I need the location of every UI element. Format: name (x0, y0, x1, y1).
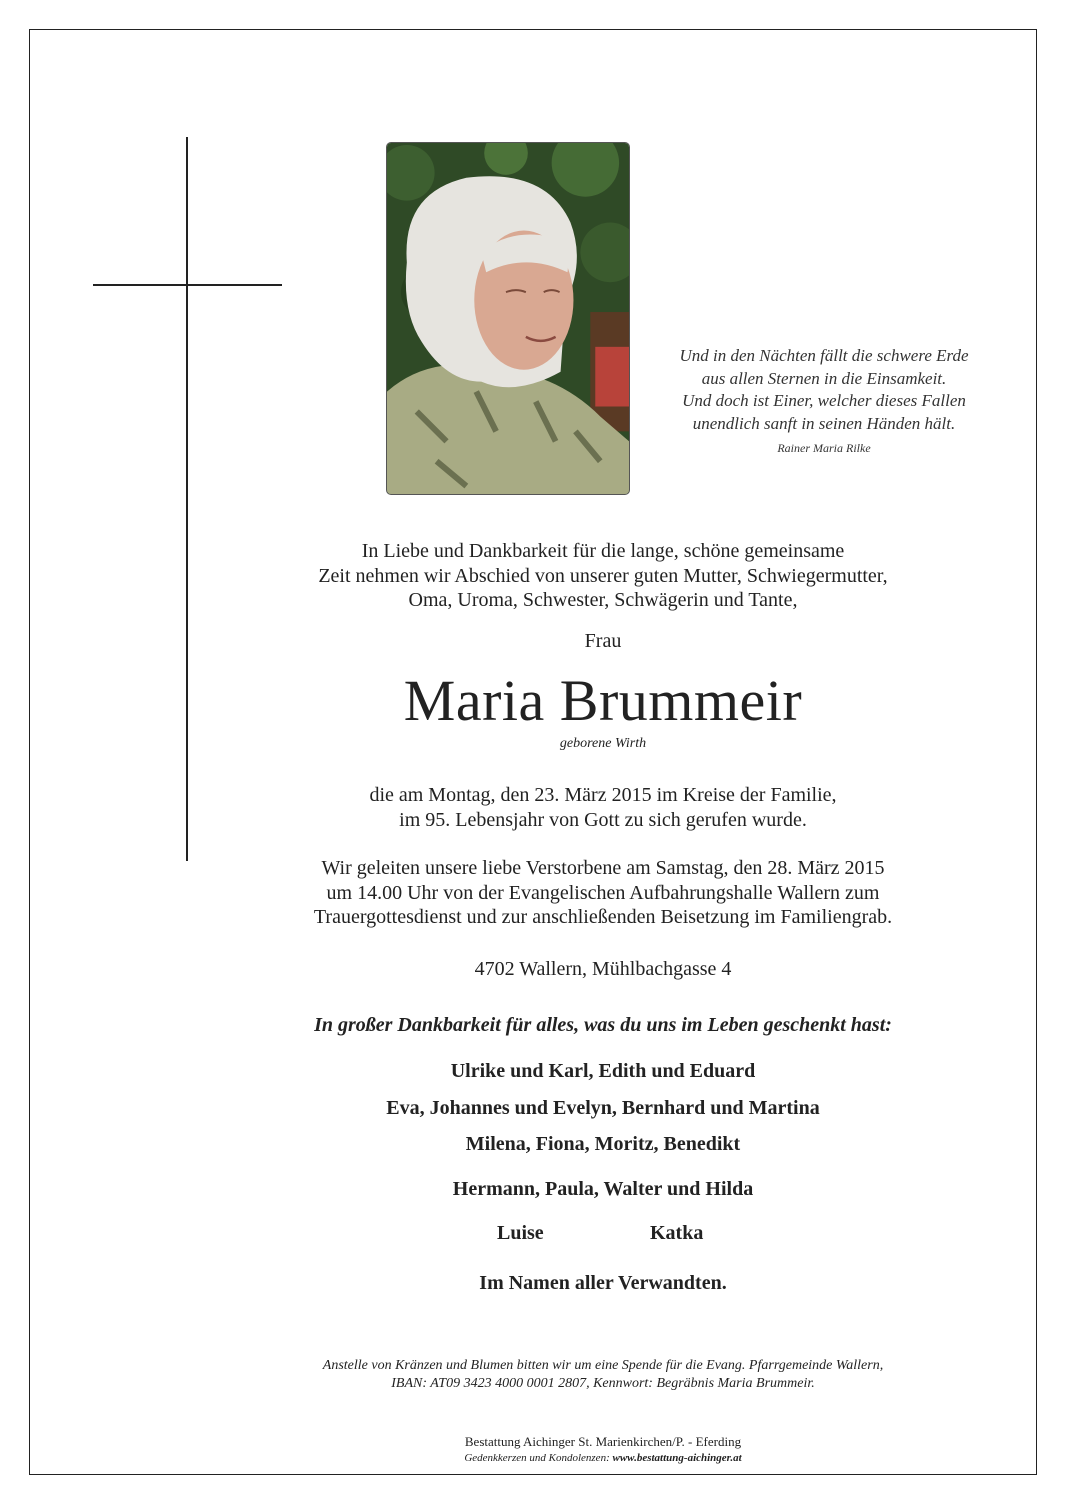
family-line-4: Hermann, Paula, Walter und Hilda (452, 1178, 754, 1200)
family-line-1: Ulrike und Karl, Edith und Eduard (450, 1060, 756, 1082)
family-name-katka: Katka (650, 1222, 704, 1244)
intro-text (200, 539, 1006, 613)
website-link[interactable]: www.bestattung-aichinger.at (612, 1452, 742, 1464)
family-name-luise: Luise (497, 1222, 544, 1244)
funeral-line: Wir geleiten unsere liebe Verstorbene am Samstag, den 28. März 2015 (321, 857, 885, 879)
cross-vertical-beam (186, 137, 188, 861)
portrait-image (387, 143, 629, 494)
condolence-info (200, 1451, 1006, 1465)
poem-line: Und in den Nächten fällt die schwere Erde (679, 346, 969, 365)
family-line-3: Milena, Fiona, Moritz, Benedikt (465, 1133, 741, 1155)
funeral-details (200, 856, 1006, 930)
death-line: die am Montag, den 23. März 2015 im Kreise der Familie, (369, 784, 837, 806)
death-line: im 95. Lebensjahr von Gott zu sich gerufen wurde. (399, 808, 807, 831)
poem-author: Rainer Maria Rilke (777, 441, 871, 455)
intro-line: Zeit nehmen wir Abschied von unserer guten Mutter, Schwiegermutter, (318, 564, 888, 587)
maiden-name: geborene Wirth (559, 736, 647, 751)
intro-line: Oma, Uroma, Schwester, Schwägerin und Tante, (408, 589, 798, 611)
family-closing: Im Namen aller Verwandten. (479, 1272, 727, 1294)
donation-notice (200, 1357, 1006, 1393)
death-notice (200, 783, 1006, 832)
poem-line: Und doch ist Einer, welcher dieses Fallen (682, 391, 966, 410)
deceased-title: Frau (584, 630, 622, 652)
funeral-line: Trauergottesdienst und zur anschließenden Beisetzung im Familiengrab. (313, 906, 893, 928)
address: 4702 Wallern, Mühlbachgasse 4 (474, 958, 732, 980)
intro-line: In Liebe und Dankbarkeit für die lange, schöne gemeinsame (361, 540, 845, 562)
rilke-poem (640, 345, 1008, 457)
condolence-label: Gedenkkerzen und Kondolenzen: (464, 1452, 610, 1464)
undertaker-name: Bestattung Aichinger St. Marienkirchen/P. - Eferding (464, 1434, 742, 1449)
donation-line: IBAN: AT09 3423 4000 0001 2807, Kennwort: Begräbnis Maria Brummeir. (391, 1376, 815, 1391)
thanks-heading: In großer Dankbarkeit für alles, was du uns im Leben geschenkt hast: (314, 1014, 892, 1036)
funeral-line: um 14.00 Uhr von der Evangelischen Aufbahrungshalle Wallern zum (326, 881, 880, 904)
portrait-photo (386, 142, 630, 495)
deceased-name: Maria Brummeir (403, 668, 803, 733)
cross-horizontal-beam (93, 284, 282, 286)
donation-line: Anstelle von Kränzen und Blumen bitten wir um eine Spende für die Evang. Pfarrgemeinde Wallern, (322, 1358, 884, 1373)
poem-line: unendlich sanft in seinen Händen hält. (692, 413, 956, 433)
family-line-2: Eva, Johannes und Evelyn, Bernhard und Martina (386, 1097, 820, 1119)
poem-line: aus allen Sternen in die Einsamkeit. (701, 368, 947, 388)
